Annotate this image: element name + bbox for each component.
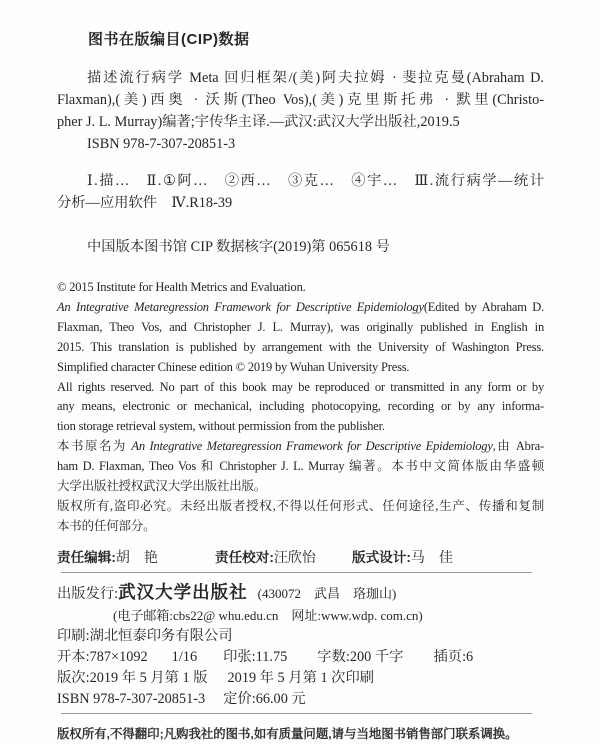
format-line — [57, 647, 544, 668]
format-sheets: 印张:11.75 — [223, 648, 288, 665]
cip-header: 图书在版编目(CIP)数据 — [88, 31, 250, 48]
publication-line: Simplified character Chinese edition © 2019 by Wuhan University Press. — [57, 359, 410, 374]
book-title-suffix: (Edited by Abraham D. — [423, 299, 544, 314]
format-wordcount: 字数:200 千字 — [317, 648, 404, 665]
publisher-name: 武汉大学出版社 — [118, 581, 248, 602]
footer-notice: 版权所有,不得翻印;凡购我社的图书,如有质量问题,请与当地图书销售部门联系调换。 — [57, 726, 518, 741]
proofreader-name: 汪欣怡 — [273, 550, 316, 566]
copyright-block — [57, 278, 544, 537]
book-title-line — [57, 298, 544, 318]
publishing-block — [57, 573, 544, 710]
cip-registry: 中国版本图书馆 CIP 数据核字(2019)第 065618 号 — [87, 239, 390, 255]
format-size: 开本:787×1092 — [57, 648, 148, 665]
rights-line: All rights reserved. No part of this book may be reproduced or transmitted in any form or by — [57, 379, 544, 394]
proofreader-credit — [215, 548, 352, 569]
proofreader-label: 责任校对: — [215, 549, 274, 565]
publisher-line — [57, 582, 544, 605]
editor-label: 责任编辑: — [57, 549, 116, 565]
staff-credits — [57, 548, 544, 569]
isbn-line — [57, 689, 544, 710]
cn-title-suffix: ,由 Abra- — [492, 439, 544, 454]
cip-classification — [57, 170, 544, 214]
publication-line: 2015. This translation is published by arrangement with the University of Washington Press. — [57, 339, 544, 354]
rights-line: tion storage retrieval system, without permission from the publisher. — [57, 419, 385, 434]
classification-line: 分析—应用软件 Ⅳ.R18-39 — [57, 195, 233, 211]
designer-name: 马 佳 — [410, 550, 453, 566]
format-fraction: 1/16 — [171, 648, 198, 665]
cip-isbn-line: ISBN 978-7-307-20851-3 — [87, 136, 236, 152]
cn-edition-line: ham D. Flaxman, Theo Vos 和 Christopher J. L. Murray 编著。本书中文简体版由华盛顿 — [57, 459, 544, 474]
editor-name: 胡 艳 — [115, 550, 158, 566]
edition-version: 版次:2019 年 5 月第 1 版 — [57, 669, 208, 686]
divider-bottom — [61, 713, 532, 714]
book-title-italic: An Integrative Metaregression Framework for Descriptive Epidemiology — [57, 299, 424, 314]
designer-credit — [352, 548, 453, 569]
cn-edition-line: 大学出版社授权武汉大学出版社出版。 — [57, 479, 267, 494]
cip-record-line: Flaxman),(美)西奥 · 沃斯(Theo Vos),(美)克里斯托弗 · 默里(Christo- — [57, 92, 544, 108]
cip-record — [57, 67, 544, 155]
isbn-number: ISBN 978-7-307-20851-3 — [57, 690, 206, 707]
edition-line — [57, 668, 544, 689]
price: 定价:66.00 元 — [223, 690, 306, 707]
cn-title-line — [57, 437, 544, 457]
publisher-label: 出版发行: — [57, 585, 119, 602]
piracy-warning-line: 版权所有,盗印必究。未经出版者授权,不得以任何形式、任何途径,生产、传播和复制 — [57, 498, 544, 513]
edition-printing: 2019 年 5 月第 1 次印刷 — [227, 669, 375, 686]
cip-record-line: 描述流行病学 Meta 回归框架/(美)阿夫拉姆 · 斐拉克曼(Abraham D. — [87, 70, 544, 86]
cn-title-italic: An Integrative Metaregression Framework for Descriptive Epidemiology — [131, 439, 493, 454]
editor-credit — [57, 548, 215, 569]
cn-title-prefix: 本书原名为 — [57, 439, 132, 454]
format-inserts: 插页:6 — [433, 648, 474, 665]
printer-line: 印刷:湖北恒泰印务有限公司 — [57, 627, 233, 644]
cip-record-line: pher J. L. Murray)编著;宇传华主译.—武汉:武汉大学出版社,2019.5 — [57, 114, 460, 130]
contact-line: (电子邮箱:cbs22@ whu.edu.cn 网址:www.wdp. com.cn) — [113, 607, 423, 623]
designer-label: 版式设计: — [352, 549, 411, 565]
piracy-warning-line: 本书的任何部分。 — [57, 518, 156, 533]
copyright-notice-line: © 2015 Institute for Health Metrics and Evaluation. — [57, 280, 306, 294]
rights-line: any means, electronic or mechanical, including photocopying, recording or by any informa- — [57, 399, 544, 414]
publisher-address: (430072 武昌 珞珈山) — [257, 585, 397, 601]
classification-line: Ⅰ.描… Ⅱ.①阿… ②西… ③克… ④宇… Ⅲ.流行病学—统计 — [87, 173, 544, 189]
publication-line: Flaxman, Theo Vos, and Christopher J. L. Murray), was originally published in English in — [57, 319, 544, 334]
